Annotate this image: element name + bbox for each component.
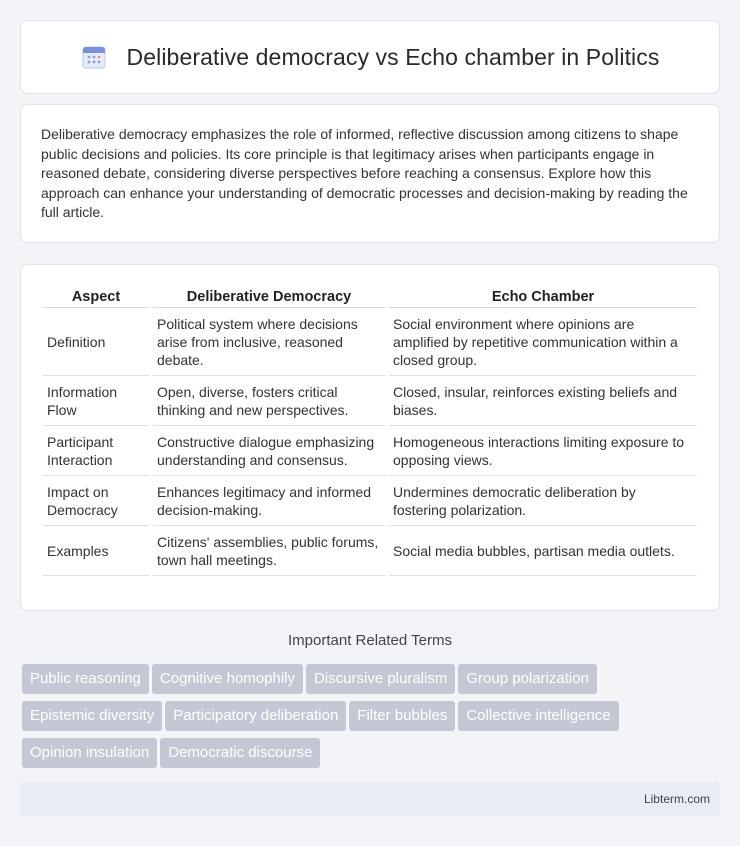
term-tag[interactable]: Epistemic diversity: [22, 701, 162, 731]
header-echo: Echo Chamber: [389, 285, 697, 308]
term-tag[interactable]: Participatory deliberation: [165, 701, 346, 731]
row-echo: Homogeneous interactions limiting exposure to opposing views.: [389, 426, 697, 476]
page-title: Deliberative democracy vs Echo chamber in Politics: [126, 43, 660, 70]
row-deliberative: Political system where decisions arise from inclusive, reasoned debate.: [153, 308, 385, 376]
term-tag[interactable]: Opinion insulation: [22, 738, 157, 768]
footer-brand-link[interactable]: Libterm.com: [643, 792, 710, 806]
intro-text: Deliberative democracy emphasizes the role of informed, reflective discussion among citizens to shape public decisions and policies. Its core principle is that legitimacy arises when participants engage in reasoned debate, considering diverse perspectives before reaching a consensus. Explore how this approach can enhance your understanding of democratic processes and decision-making by reading the full article.: [41, 126, 688, 221]
row-aspect: Definition: [43, 308, 149, 376]
footer: [20, 782, 720, 816]
related-terms-list: [22, 664, 722, 775]
comparison-table: [39, 285, 701, 576]
row-echo: Undermines democratic deliberation by fostering polarization.: [389, 476, 697, 526]
term-tag[interactable]: Group polarization: [458, 664, 597, 694]
row-deliberative: Open, diverse, fosters critical thinking and new perspectives.: [153, 376, 385, 426]
intro-card: [20, 104, 720, 243]
term-tag[interactable]: Cognitive homophily: [152, 664, 303, 694]
table-row: [43, 476, 697, 526]
table-row: [43, 376, 697, 426]
table-row: [43, 426, 697, 476]
term-tag[interactable]: Discursive pluralism: [306, 664, 455, 694]
table-header-row: [43, 285, 697, 308]
row-echo: Closed, insular, reinforces existing beliefs and biases.: [389, 376, 697, 426]
term-tag[interactable]: Collective intelligence: [458, 701, 618, 731]
row-aspect: Examples: [43, 526, 149, 576]
term-tag[interactable]: Filter bubbles: [349, 701, 455, 731]
header-card: [20, 20, 720, 94]
row-aspect: Participant Interaction: [43, 426, 149, 476]
header-aspect: Aspect: [43, 285, 149, 308]
row-echo: Social media bubbles, partisan media outlets.: [389, 526, 697, 576]
row-deliberative: Enhances legitimacy and informed decision-making.: [153, 476, 385, 526]
term-tag[interactable]: Public reasoning: [22, 664, 149, 694]
row-aspect: Impact on Democracy: [43, 476, 149, 526]
header-deliberative: Deliberative Democracy: [153, 285, 385, 308]
row-echo: Social environment where opinions are amplified by repetitive communication within a closed group.: [389, 308, 697, 376]
term-tag[interactable]: Democratic discourse: [160, 738, 320, 768]
table-row: [43, 308, 697, 376]
row-deliberative: Constructive dialogue emphasizing understanding and consensus.: [153, 426, 385, 476]
title-wrap: [81, 44, 660, 71]
row-deliberative: Citizens' assemblies, public forums, town hall meetings.: [153, 526, 385, 576]
row-aspect: Information Flow: [43, 376, 149, 426]
table-row: [43, 526, 697, 576]
comparison-table-card: [20, 264, 720, 611]
related-terms-title: Important Related Terms: [288, 632, 452, 649]
calendar-icon: [81, 44, 107, 70]
